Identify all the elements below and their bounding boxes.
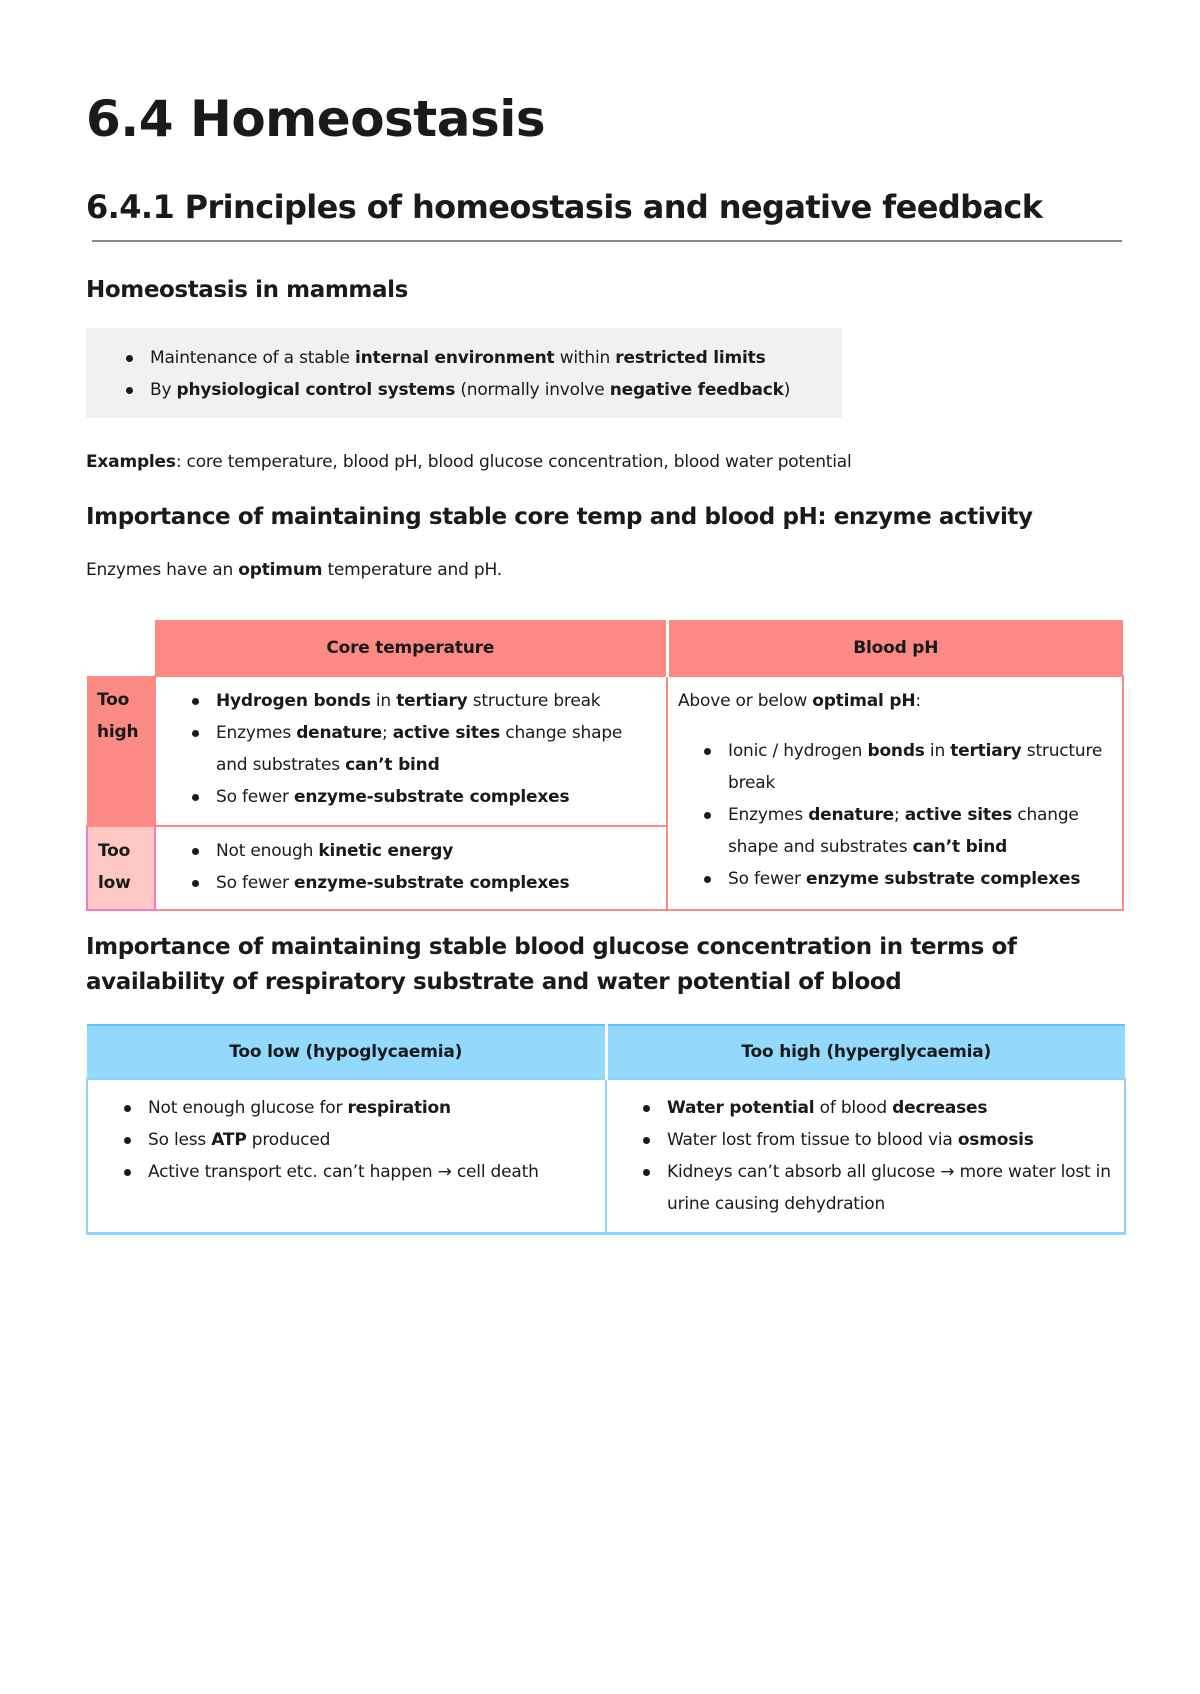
- list-item: So fewer enzyme substrate complexes: [700, 863, 1112, 895]
- row-header-too-low: Too low: [87, 826, 155, 910]
- heading-homeostasis-in-mammals: Homeostasis in mammals: [86, 277, 408, 303]
- list-item: Maintenance of a stable internal environment within restricted limits: [122, 342, 842, 374]
- list-item: Active transport etc. can’t happen → cell death: [120, 1156, 595, 1188]
- column-header-too-high: Too high (hyperglycaemia): [606, 1025, 1125, 1079]
- list-item: Hydrogen bonds in tertiary structure break: [188, 685, 656, 717]
- list-item: So fewer enzyme-substrate complexes: [188, 867, 656, 899]
- list-item: So fewer enzyme-substrate complexes: [188, 781, 656, 813]
- list-item: By physiological control systems (normally involve negative feedback): [122, 374, 842, 406]
- list-item: Enzymes denature; active sites change shape and substrates can’t bind: [188, 717, 656, 781]
- list-item: Water potential of blood decreases: [639, 1092, 1114, 1124]
- column-header-core-temperature: Core temperature: [155, 620, 667, 676]
- heading-enzyme-activity: Importance of maintaining stable core temp and blood pH: enzyme activity: [86, 504, 1033, 530]
- glucose-table: [86, 1024, 1126, 1235]
- cell-blood-ph: [667, 676, 1123, 910]
- list-item: Kidneys can’t absorb all glucose → more water lost in urine causing dehydration: [639, 1156, 1114, 1220]
- heading-blood-glucose: Importance of maintaining stable blood glucose concentration in terms of availability of respiratory substrate and water potential of blood: [86, 934, 1017, 995]
- section-title: 6.4.1 Principles of homeostasis and negative feedback: [86, 188, 1043, 226]
- cell-hyperglycaemia: [606, 1079, 1125, 1234]
- definition-callout: [86, 328, 842, 418]
- enzymes-intro: Enzymes have an optimum temperature and pH.: [86, 560, 502, 580]
- column-header-too-low: Too low (hypoglycaemia): [87, 1025, 606, 1079]
- cell-hypoglycaemia: [87, 1079, 606, 1234]
- examples-line: Examples: core temperature, blood pH, blood glucose concentration, blood water potential: [86, 452, 852, 472]
- list-item: Enzymes denature; active sites change shape and substrates can’t bind: [700, 799, 1112, 863]
- row-header-too-high: Too high: [87, 676, 155, 826]
- list-item: So less ATP produced: [120, 1124, 595, 1156]
- column-header-blood-ph: Blood pH: [667, 620, 1123, 676]
- table-corner: [87, 620, 155, 676]
- list-item: Water lost from tissue to blood via osmosis: [639, 1124, 1114, 1156]
- cell-low-core: [155, 826, 667, 910]
- title-divider: [92, 240, 1122, 242]
- ph-intro: Above or below optimal pH:: [678, 691, 921, 711]
- list-item: Not enough kinetic energy: [188, 835, 656, 867]
- cell-high-core: [155, 676, 667, 826]
- list-item: Not enough glucose for respiration: [120, 1092, 595, 1124]
- enzyme-table: [86, 620, 1124, 911]
- page-title: 6.4 Homeostasis: [86, 90, 546, 148]
- list-item: Ionic / hydrogen bonds in tertiary structure break: [700, 735, 1112, 799]
